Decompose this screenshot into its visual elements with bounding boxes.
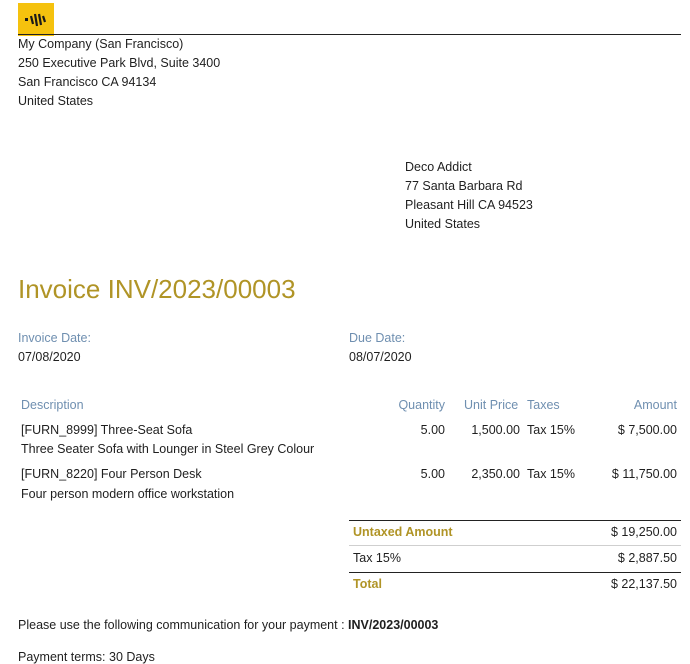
- customer-country: United States: [405, 217, 481, 231]
- due-date-label: Due Date:: [349, 331, 406, 345]
- total-value: $ 22,137.50: [610, 577, 677, 591]
- untaxed-amount-label: Untaxed Amount: [353, 525, 453, 539]
- customer-name: Deco Addict: [405, 160, 472, 174]
- col-header-description: Description: [21, 398, 84, 412]
- payment-communication: [18, 618, 438, 632]
- line-1-taxes: Tax 15%: [527, 423, 575, 437]
- line-1-unit-price: 1,500.00: [471, 423, 520, 437]
- line-2-unit-price: 2,350.00: [471, 467, 520, 481]
- invoice-date-label: Invoice Date:: [18, 331, 91, 345]
- customer-city: Pleasant Hill CA 94523: [405, 198, 533, 212]
- line-1-amount: $ 7,500.00: [617, 423, 677, 437]
- total-label: Total: [353, 577, 382, 591]
- untaxed-rule: [349, 545, 681, 546]
- company-street: 250 Executive Park Blvd, Suite 3400: [18, 56, 221, 70]
- line-1-quantity: 5.00: [420, 423, 445, 437]
- customer-street: 77 Santa Barbara Rd: [405, 179, 523, 193]
- line-1-product: [FURN_8999] Three-Seat Sofa: [21, 423, 193, 437]
- bee-stripes-logo-icon: [24, 11, 48, 29]
- company-city: San Francisco CA 94134: [18, 75, 157, 89]
- company-name: My Company (San Francisco): [18, 37, 184, 51]
- col-header-unit-price: Unit Price: [464, 398, 519, 412]
- line-2-product: [FURN_8220] Four Person Desk: [21, 467, 202, 481]
- company-country: United States: [18, 94, 94, 108]
- total-rule: [349, 572, 681, 573]
- customer-address: [405, 158, 533, 234]
- totals-top-rule: [349, 520, 681, 521]
- payment-reference: INV/2023/00003: [348, 618, 439, 632]
- invoice-title: Invoice INV/2023/00003: [18, 274, 296, 304]
- company-logo: [18, 3, 54, 36]
- line-1-detail: Three Seater Sofa with Lounger in Steel Grey Colour: [21, 442, 315, 456]
- col-header-taxes: Taxes: [527, 398, 560, 412]
- due-date-value: 08/07/2020: [349, 350, 412, 364]
- col-header-quantity: Quantity: [398, 398, 445, 412]
- untaxed-amount-value: $ 19,250.00: [610, 525, 677, 539]
- invoice-date-value: 07/08/2020: [18, 350, 81, 364]
- tax-value: $ 2,887.50: [617, 551, 677, 565]
- col-header-amount: Amount: [633, 398, 677, 412]
- tax-label: Tax 15%: [353, 551, 401, 565]
- company-address: [18, 35, 220, 111]
- line-2-amount: $ 11,750.00: [611, 467, 677, 481]
- line-2-quantity: 5.00: [420, 467, 445, 481]
- line-2-taxes: Tax 15%: [527, 467, 575, 481]
- payment-terms: Payment terms: 30 Days: [18, 650, 155, 664]
- payment-communication-text: Please use the following communication for your payment :: [18, 618, 349, 632]
- line-2-detail: Four person modern office workstation: [21, 487, 235, 501]
